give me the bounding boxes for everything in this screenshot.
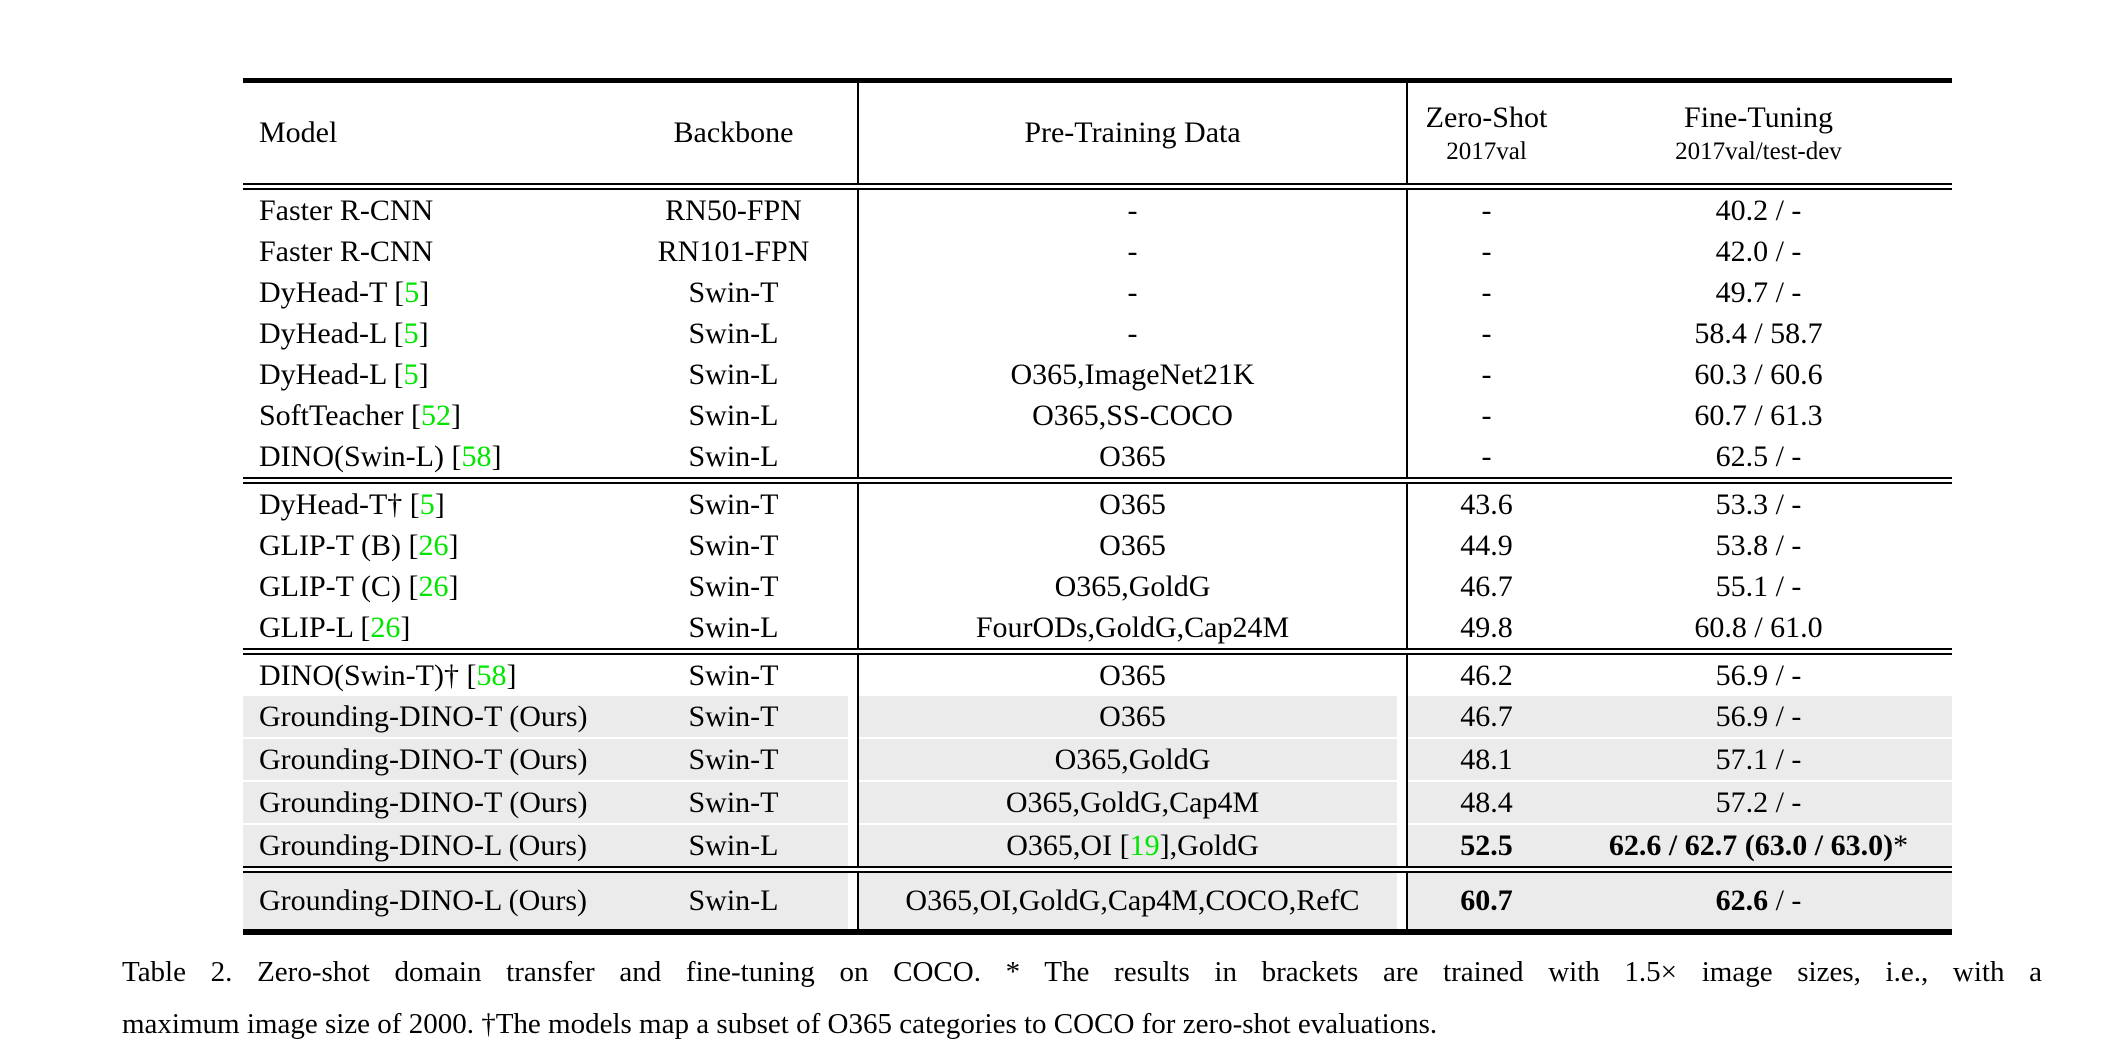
backbone-cell: Swin-T bbox=[688, 528, 779, 562]
backbone-cell: RN101-FPN bbox=[657, 234, 810, 268]
backbone-cell: Swin-L bbox=[610, 870, 858, 933]
model-cell: GLIP-T (B) [26] bbox=[259, 528, 459, 562]
fine-tuning-subtitle: 2017val/test-dev bbox=[1675, 138, 1842, 165]
model-cell: Faster R-CNN bbox=[259, 234, 434, 268]
pretraining-cell: - bbox=[858, 313, 1407, 354]
zero-shot-cell: 46.7 bbox=[1407, 696, 1565, 738]
zero-shot-cell: - bbox=[1407, 395, 1565, 436]
model-cell: DyHead-T† [5] bbox=[259, 487, 445, 521]
citation-link[interactable]: 19 bbox=[1129, 828, 1160, 862]
fine-tuning-cell: 62.5 / - bbox=[1715, 439, 1802, 473]
citation-link[interactable]: 5 bbox=[403, 316, 419, 350]
model-cell: DyHead-L [5] bbox=[259, 357, 429, 391]
fine-tuning-cell: 42.0 / - bbox=[1715, 234, 1802, 268]
model-cell: GLIP-L [26] bbox=[259, 610, 411, 644]
backbone-cell: Swin-L bbox=[688, 439, 779, 473]
table-row bbox=[243, 870, 1952, 933]
model-cell: Grounding-DINO-L (Ours) bbox=[243, 824, 610, 870]
model-cell: Grounding-DINO-T (Ours) bbox=[243, 696, 610, 738]
fine-tuning-cell: 60.3 / 60.6 bbox=[1694, 357, 1823, 391]
fine-tuning-cell: 55.1 / - bbox=[1715, 569, 1802, 603]
zero-shot-title: Zero-Shot bbox=[1425, 101, 1548, 134]
pretraining-cell: - bbox=[858, 272, 1407, 313]
fine-tuning-cell: 60.8 / 61.0 bbox=[1694, 610, 1823, 644]
table-group bbox=[243, 481, 1952, 652]
fine-tuning-cell: 57.2 / - bbox=[1565, 781, 1952, 824]
citation-link[interactable]: 5 bbox=[419, 487, 435, 521]
backbone-cell: Swin-T bbox=[688, 487, 779, 521]
table-row bbox=[243, 525, 1952, 566]
col-header-fine-tuning bbox=[1565, 81, 1952, 187]
model-cell: Grounding-DINO-T (Ours) bbox=[243, 738, 610, 781]
fine-tuning-cell: 57.1 / - bbox=[1565, 738, 1952, 781]
pretraining-cell: O365 bbox=[858, 696, 1407, 738]
backbone-cell: Swin-T bbox=[688, 658, 779, 692]
table-caption bbox=[122, 946, 2042, 1049]
table-group bbox=[243, 870, 1952, 933]
citation-link[interactable]: 58 bbox=[461, 439, 492, 473]
pretraining-cell: O365,OI,GoldG,Cap4M,COCO,RefC bbox=[858, 870, 1407, 933]
model-cell: Grounding-DINO-T (Ours) bbox=[243, 781, 610, 824]
citation-link[interactable]: 26 bbox=[370, 610, 401, 644]
table-row bbox=[243, 354, 1952, 395]
pretraining-cell: O365,GoldG bbox=[858, 738, 1407, 781]
zero-shot-subtitle: 2017val bbox=[1446, 138, 1527, 165]
pretraining-cell: O365,GoldG bbox=[858, 566, 1407, 607]
fine-tuning-cell: 53.3 / - bbox=[1715, 487, 1802, 521]
table-row bbox=[243, 187, 1952, 232]
backbone-cell: Swin-L bbox=[688, 316, 779, 350]
backbone-cell: Swin-T bbox=[610, 781, 858, 824]
model-cell: SoftTeacher [52] bbox=[259, 398, 461, 432]
table-row bbox=[243, 566, 1952, 607]
backbone-cell: Swin-T bbox=[688, 275, 779, 309]
table-group bbox=[243, 652, 1952, 870]
table-group bbox=[243, 187, 1952, 481]
pretraining-cell: FourODs,GoldG,Cap24M bbox=[858, 607, 1407, 652]
table-row bbox=[243, 607, 1952, 652]
results-table bbox=[243, 78, 1952, 935]
fine-tuning-title: Fine-Tuning bbox=[1684, 101, 1833, 134]
backbone-cell: Swin-L bbox=[688, 610, 779, 644]
col-header-zero-shot bbox=[1407, 81, 1565, 187]
model-cell: DyHead-T [5] bbox=[259, 275, 430, 309]
table-row bbox=[243, 313, 1952, 354]
model-cell: DINO(Swin-T)† [58] bbox=[259, 658, 517, 692]
model-cell: DyHead-L [5] bbox=[259, 316, 429, 350]
table-row bbox=[243, 481, 1952, 526]
table-row bbox=[243, 272, 1952, 313]
backbone-cell: Swin-T bbox=[688, 569, 779, 603]
zero-shot-cell: 48.4 bbox=[1407, 781, 1565, 824]
fine-tuning-value-bold: 62.6 bbox=[1715, 884, 1769, 917]
zero-shot-cell: 43.6 bbox=[1407, 481, 1565, 526]
fine-tuning-cell: 58.4 / 58.7 bbox=[1694, 316, 1823, 350]
fine-tuning-cell: 40.2 / - bbox=[1715, 193, 1802, 227]
zero-shot-cell bbox=[1407, 870, 1565, 933]
fine-tuning-cell: 49.7 / - bbox=[1715, 275, 1802, 309]
citation-link[interactable]: 26 bbox=[418, 569, 449, 603]
zero-shot-cell: 48.1 bbox=[1407, 738, 1565, 781]
col-header-pretraining: Pre-Training Data bbox=[858, 81, 1407, 187]
table-row bbox=[243, 436, 1952, 481]
table-row bbox=[243, 738, 1952, 781]
backbone-cell: Swin-T bbox=[610, 738, 858, 781]
zero-shot-value: 60.7 bbox=[1460, 884, 1513, 917]
pretraining-cell: - bbox=[858, 187, 1407, 232]
pretraining-cell: O365 bbox=[858, 481, 1407, 526]
zero-shot-cell: 46.2 bbox=[1407, 652, 1565, 697]
header-row bbox=[243, 81, 1952, 187]
pretraining-cell: O365 bbox=[858, 436, 1407, 481]
fine-tuning-cell: 56.9 / - bbox=[1565, 696, 1952, 738]
backbone-cell: RN50-FPN bbox=[665, 193, 802, 227]
zero-shot-cell: - bbox=[1407, 231, 1565, 272]
col-header-backbone: Backbone bbox=[673, 116, 794, 149]
pretraining-cell: O365,OI [19],GoldG bbox=[858, 824, 1407, 870]
table-row bbox=[243, 781, 1952, 824]
pretraining-cell: O365,SS-COCO bbox=[858, 395, 1407, 436]
citation-link[interactable]: 5 bbox=[404, 275, 420, 309]
citation-link[interactable]: 5 bbox=[403, 357, 419, 391]
table-row bbox=[243, 696, 1952, 738]
table-row bbox=[243, 652, 1952, 697]
model-cell: Faster R-CNN bbox=[259, 193, 434, 227]
zero-shot-cell: - bbox=[1407, 436, 1565, 481]
zero-shot-cell: 44.9 bbox=[1407, 525, 1565, 566]
fine-tuning-cell: 62.6 / - bbox=[1565, 870, 1952, 933]
zero-shot-cell: - bbox=[1407, 354, 1565, 395]
zero-shot-cell: - bbox=[1407, 187, 1565, 232]
backbone-cell: Swin-L bbox=[610, 824, 858, 870]
zero-shot-cell bbox=[1407, 824, 1565, 870]
backbone-cell: Swin-T bbox=[610, 696, 858, 738]
citation-link[interactable]: 58 bbox=[476, 658, 507, 692]
table-row bbox=[243, 395, 1952, 436]
pretraining-cell: - bbox=[858, 231, 1407, 272]
table-row bbox=[243, 231, 1952, 272]
model-cell: Grounding-DINO-L (Ours) bbox=[243, 870, 610, 933]
zero-shot-cell: 49.8 bbox=[1407, 607, 1565, 652]
fine-tuning-value-bold: 62.6 / 62.7 (63.0 / 63.0) bbox=[1608, 828, 1894, 862]
pretraining-cell: O365 bbox=[858, 652, 1407, 697]
zero-shot-cell: 46.7 bbox=[1407, 566, 1565, 607]
pretraining-cell: O365,ImageNet21K bbox=[858, 354, 1407, 395]
zero-shot-cell: - bbox=[1407, 313, 1565, 354]
zero-shot-cell: - bbox=[1407, 272, 1565, 313]
backbone-cell: Swin-L bbox=[688, 398, 779, 432]
table-header bbox=[243, 81, 1952, 187]
caption-line-2: maximum image size of 2000. †The models map a subset of O365 categories to COCO for zero-shot evaluations. bbox=[122, 1008, 1438, 1040]
backbone-cell: Swin-L bbox=[688, 357, 779, 391]
caption-line-1: Table 2. Zero-shot domain transfer and fine-tuning on COCO. * The results in brackets are trained with 1.5× image sizes, i.e., with a bbox=[122, 956, 2042, 988]
pretraining-cell: O365,GoldG,Cap4M bbox=[858, 781, 1407, 824]
pretraining-cell: O365 bbox=[858, 525, 1407, 566]
table-row bbox=[243, 824, 1952, 870]
model-cell: GLIP-T (C) [26] bbox=[259, 569, 459, 603]
fine-tuning-cell: 62.6 / 62.7 (63.0 / 63.0)* bbox=[1565, 824, 1952, 870]
model-cell: DINO(Swin-L) [58] bbox=[259, 439, 502, 473]
citation-link[interactable]: 26 bbox=[418, 528, 449, 562]
fine-tuning-cell: 53.8 / - bbox=[1715, 528, 1802, 562]
col-header-model: Model bbox=[259, 116, 338, 149]
fine-tuning-cell: 56.9 / - bbox=[1715, 658, 1802, 692]
zero-shot-value: 52.5 bbox=[1460, 828, 1513, 862]
citation-link[interactable]: 52 bbox=[421, 398, 451, 432]
fine-tuning-cell: 60.7 / 61.3 bbox=[1694, 398, 1823, 432]
